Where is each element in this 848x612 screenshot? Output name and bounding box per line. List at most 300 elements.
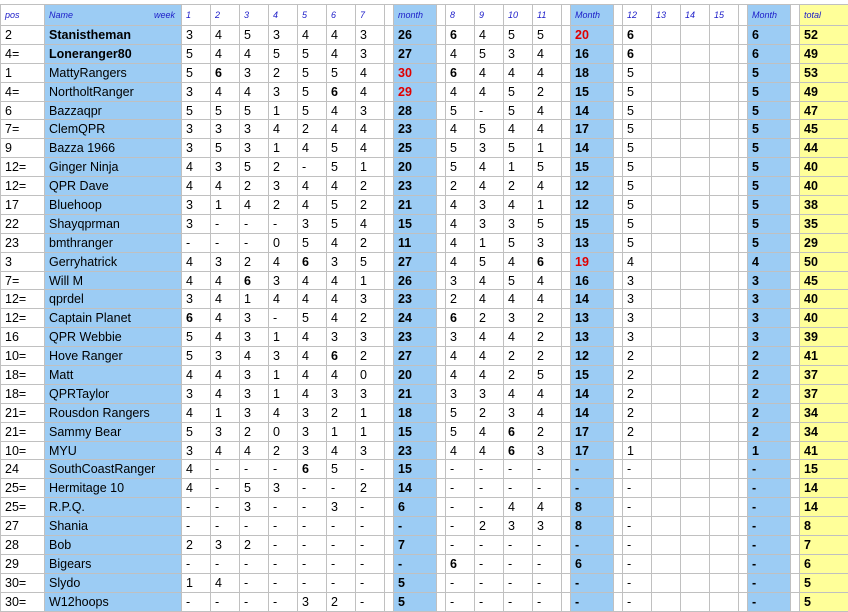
name-cell: Matt — [45, 366, 181, 384]
gap-cell — [791, 234, 799, 252]
week-8-cell: 5 — [446, 102, 474, 120]
gap-cell — [562, 574, 570, 592]
month-3-cell: 6 — [748, 26, 790, 44]
week-7-cell: 2 — [356, 196, 384, 214]
gap-cell — [791, 139, 799, 157]
pos-cell: 21= — [1, 423, 44, 441]
month-2-cell: 17 — [571, 423, 613, 441]
pos-cell: 7= — [1, 120, 44, 138]
gap-cell — [385, 404, 393, 422]
week-10-cell: 4 — [504, 290, 532, 308]
month-1-cell: 26 — [394, 272, 436, 290]
week-13-cell — [652, 272, 680, 290]
week-2-cell: 4 — [211, 385, 239, 403]
week-8-cell: 6 — [446, 26, 474, 44]
week-13-cell — [652, 234, 680, 252]
table-body — [1, 26, 848, 611]
table-row — [1, 290, 848, 308]
week-4-cell: - — [269, 574, 297, 592]
month-2-cell: - — [571, 460, 613, 478]
gap-cell — [739, 442, 747, 460]
month-2-cell: 16 — [571, 45, 613, 63]
month-3-cell: - — [748, 479, 790, 497]
week-6-cell: 4 — [327, 309, 355, 327]
total-cell: 37 — [800, 385, 848, 403]
month-2-cell: 14 — [571, 385, 613, 403]
week-7-cell: 2 — [356, 177, 384, 195]
gap-cell — [437, 517, 445, 535]
week-12-cell: - — [623, 593, 651, 611]
gap-cell — [614, 215, 622, 233]
pos-cell: 4= — [1, 45, 44, 63]
week-7-cell: - — [356, 517, 384, 535]
week-5-cell: 6 — [298, 253, 326, 271]
month-3-cell: 5 — [748, 83, 790, 101]
gap-cell — [791, 215, 799, 233]
week-8-cell: 4 — [446, 442, 474, 460]
gap-cell — [614, 574, 622, 592]
month-3-cell: 2 — [748, 347, 790, 365]
gap-cell — [437, 120, 445, 138]
total-cell: 14 — [800, 479, 848, 497]
week-15-cell — [710, 347, 738, 365]
week-3-cell: 3 — [240, 309, 268, 327]
week-2-cell: - — [211, 215, 239, 233]
week-12-cell: 5 — [623, 83, 651, 101]
week-8-cell: - — [446, 479, 474, 497]
month-1-cell: - — [394, 555, 436, 573]
total-cell: 45 — [800, 120, 848, 138]
week-10-cell: - — [504, 536, 532, 554]
week-1-cell: 4 — [182, 460, 210, 478]
week-9-cell: 2 — [475, 404, 503, 422]
week-8-cell: 5 — [446, 139, 474, 157]
week-5-cell: 4 — [298, 139, 326, 157]
week-11-cell: 1 — [533, 196, 561, 214]
week-4-cell: - — [269, 309, 297, 327]
table-row — [1, 139, 848, 157]
month-1-cell: 15 — [394, 423, 436, 441]
week-8-cell: - — [446, 593, 474, 611]
week-4-cell: 1 — [269, 366, 297, 384]
week-5-cell: - — [298, 555, 326, 573]
week-8-cell: 4 — [446, 120, 474, 138]
name-cell: Captain Planet — [45, 309, 181, 327]
week-10-cell: 4 — [504, 120, 532, 138]
week-11-cell: 4 — [533, 177, 561, 195]
week-4-cell: 2 — [269, 196, 297, 214]
gap-cell — [791, 328, 799, 346]
table-row — [1, 215, 848, 233]
week-9-cell: 4 — [475, 272, 503, 290]
header-week-12: 12 — [623, 5, 651, 25]
gap-cell — [437, 158, 445, 176]
total-cell: 39 — [800, 328, 848, 346]
gap-cell — [437, 574, 445, 592]
gap-cell — [562, 347, 570, 365]
week-4-cell: 1 — [269, 328, 297, 346]
week-6-cell: 2 — [327, 404, 355, 422]
week-6-cell: 5 — [327, 139, 355, 157]
week-8-cell: 3 — [446, 328, 474, 346]
week-7-cell: 3 — [356, 26, 384, 44]
header-week-10: 10 — [504, 5, 532, 25]
gap-cell — [437, 423, 445, 441]
week-7-cell: 2 — [356, 309, 384, 327]
header-pos: pos — [1, 5, 44, 25]
gap-cell — [739, 309, 747, 327]
week-7-cell: 2 — [356, 479, 384, 497]
week-12-cell: 5 — [623, 120, 651, 138]
month-1-cell: 30 — [394, 64, 436, 82]
week-11-cell: 4 — [533, 120, 561, 138]
gap-cell — [385, 479, 393, 497]
week-12-cell: 4 — [623, 253, 651, 271]
week-12-cell: 3 — [623, 290, 651, 308]
week-12-cell: 2 — [623, 366, 651, 384]
month-2-cell: - — [571, 479, 613, 497]
gap-cell — [385, 253, 393, 271]
name-cell: Bazzaqpr — [45, 102, 181, 120]
week-1-cell: 5 — [182, 347, 210, 365]
gap-cell — [614, 347, 622, 365]
name-cell: Bigears — [45, 555, 181, 573]
week-10-cell: - — [504, 593, 532, 611]
week-7-cell: 2 — [356, 347, 384, 365]
gap-cell — [614, 83, 622, 101]
week-5-cell: 4 — [298, 177, 326, 195]
gap-cell — [437, 5, 445, 25]
total-cell: 49 — [800, 83, 848, 101]
gap-cell — [385, 366, 393, 384]
week-6-cell: 3 — [327, 385, 355, 403]
table-row — [1, 328, 848, 346]
gap-cell — [791, 196, 799, 214]
gap-cell — [562, 536, 570, 554]
week-14-cell — [681, 102, 709, 120]
total-cell: 34 — [800, 423, 848, 441]
gap-cell — [562, 26, 570, 44]
month-1-cell: 27 — [394, 45, 436, 63]
table-row — [1, 45, 848, 63]
week-11-cell: 4 — [533, 385, 561, 403]
week-3-cell: 3 — [240, 139, 268, 157]
gap-cell — [385, 574, 393, 592]
gap-cell — [562, 120, 570, 138]
name-cell: Bazza 1966 — [45, 139, 181, 157]
month-3-cell: - — [748, 517, 790, 535]
gap-cell — [385, 423, 393, 441]
week-4-cell: - — [269, 215, 297, 233]
week-10-cell: 4 — [504, 64, 532, 82]
name-cell: R.P.Q. — [45, 498, 181, 516]
week-4-cell: - — [269, 460, 297, 478]
gap-cell — [739, 120, 747, 138]
gap-cell — [385, 215, 393, 233]
total-cell: 40 — [800, 158, 848, 176]
gap-cell — [614, 366, 622, 384]
week-11-cell: 2 — [533, 347, 561, 365]
month-2-cell: 15 — [571, 83, 613, 101]
week-6-cell: 6 — [327, 83, 355, 101]
month-2-cell: 14 — [571, 102, 613, 120]
header-name — [45, 5, 181, 25]
header-week-7: 7 — [356, 5, 384, 25]
week-5-cell: 3 — [298, 215, 326, 233]
gap-cell — [791, 177, 799, 195]
pos-cell: 30= — [1, 574, 44, 592]
gap-cell — [791, 423, 799, 441]
gap-cell — [739, 555, 747, 573]
month-2-cell: 12 — [571, 177, 613, 195]
week-10-cell: 5 — [504, 272, 532, 290]
gap-cell — [614, 442, 622, 460]
week-14-cell — [681, 215, 709, 233]
gap-cell — [385, 177, 393, 195]
week-6-cell: 5 — [327, 158, 355, 176]
gap-cell — [739, 347, 747, 365]
week-11-cell: 2 — [533, 328, 561, 346]
week-7-cell: 4 — [356, 83, 384, 101]
gap-cell — [562, 158, 570, 176]
header-name-label: Name — [49, 10, 74, 20]
gap-cell — [791, 272, 799, 290]
week-9-cell: 4 — [475, 423, 503, 441]
gap-cell — [739, 234, 747, 252]
total-cell: 15 — [800, 460, 848, 478]
week-1-cell: 4 — [182, 404, 210, 422]
week-10-cell: - — [504, 574, 532, 592]
total-cell: 47 — [800, 102, 848, 120]
gap-cell — [562, 404, 570, 422]
name-cell: NortholtRanger — [45, 83, 181, 101]
gap-cell — [614, 309, 622, 327]
week-15-cell — [710, 158, 738, 176]
name-cell: Bluehoop — [45, 196, 181, 214]
gap-cell — [385, 593, 393, 611]
gap-cell — [437, 593, 445, 611]
gap-cell — [437, 290, 445, 308]
gap-cell — [562, 555, 570, 573]
week-13-cell — [652, 177, 680, 195]
week-15-cell — [710, 45, 738, 63]
week-8-cell: - — [446, 574, 474, 592]
month-3-cell: 5 — [748, 234, 790, 252]
month-3-cell: 5 — [748, 120, 790, 138]
week-11-cell: - — [533, 479, 561, 497]
week-13-cell — [652, 120, 680, 138]
week-5-cell: - — [298, 498, 326, 516]
gap-cell — [614, 120, 622, 138]
week-11-cell: 3 — [533, 517, 561, 535]
week-11-cell: 5 — [533, 158, 561, 176]
week-13-cell — [652, 517, 680, 535]
week-1-cell: 4 — [182, 479, 210, 497]
month-2-cell: 17 — [571, 442, 613, 460]
week-10-cell: 2 — [504, 347, 532, 365]
week-12-cell: 5 — [623, 234, 651, 252]
week-7-cell: 3 — [356, 290, 384, 308]
gap-cell — [614, 385, 622, 403]
week-5-cell: 3 — [298, 442, 326, 460]
week-5-cell: 4 — [298, 347, 326, 365]
gap-cell — [385, 64, 393, 82]
week-13-cell — [652, 366, 680, 384]
week-8-cell: 6 — [446, 555, 474, 573]
total-cell: 8 — [800, 517, 848, 535]
week-12-cell: 5 — [623, 196, 651, 214]
week-8-cell: 5 — [446, 423, 474, 441]
gap-cell — [614, 45, 622, 63]
week-9-cell: 3 — [475, 215, 503, 233]
gap-cell — [739, 102, 747, 120]
week-4-cell: 3 — [269, 177, 297, 195]
gap-cell — [562, 385, 570, 403]
week-6-cell: 4 — [327, 45, 355, 63]
month-1-cell: 20 — [394, 158, 436, 176]
week-15-cell — [710, 423, 738, 441]
gap-cell — [614, 5, 622, 25]
gap-cell — [614, 423, 622, 441]
total-cell: 7 — [800, 536, 848, 554]
week-6-cell: 3 — [327, 498, 355, 516]
week-12-cell: 5 — [623, 215, 651, 233]
name-cell: qprdel — [45, 290, 181, 308]
week-7-cell: 3 — [356, 328, 384, 346]
month-3-cell: - — [748, 498, 790, 516]
week-15-cell — [710, 26, 738, 44]
month-3-cell: 5 — [748, 196, 790, 214]
table-row — [1, 26, 848, 44]
gap-cell — [437, 328, 445, 346]
week-7-cell: 1 — [356, 404, 384, 422]
week-15-cell — [710, 555, 738, 573]
week-8-cell: 5 — [446, 404, 474, 422]
month-1-cell: 15 — [394, 215, 436, 233]
table-row — [1, 64, 848, 82]
gap-cell — [739, 5, 747, 25]
week-14-cell — [681, 196, 709, 214]
month-2-cell: 18 — [571, 64, 613, 82]
gap-cell — [791, 498, 799, 516]
month-2-cell: 19 — [571, 253, 613, 271]
week-13-cell — [652, 83, 680, 101]
week-1-cell: 3 — [182, 83, 210, 101]
week-14-cell — [681, 253, 709, 271]
week-1-cell: - — [182, 234, 210, 252]
gap-cell — [791, 536, 799, 554]
gap-cell — [385, 139, 393, 157]
month-1-cell: 15 — [394, 460, 436, 478]
week-7-cell: - — [356, 460, 384, 478]
week-3-cell: 2 — [240, 177, 268, 195]
month-1-cell: 23 — [394, 442, 436, 460]
week-1-cell: 3 — [182, 120, 210, 138]
week-9-cell: 4 — [475, 347, 503, 365]
gap-cell — [437, 26, 445, 44]
pos-cell: 22 — [1, 215, 44, 233]
header-week-13: 13 — [652, 5, 680, 25]
header-week-6: 6 — [327, 5, 355, 25]
month-3-cell: 2 — [748, 385, 790, 403]
week-1-cell: 4 — [182, 272, 210, 290]
week-7-cell: 2 — [356, 234, 384, 252]
week-2-cell: - — [211, 517, 239, 535]
month-3-cell: 5 — [748, 177, 790, 195]
gap-cell — [562, 460, 570, 478]
gap-cell — [791, 253, 799, 271]
week-5-cell: 4 — [298, 328, 326, 346]
week-12-cell: 2 — [623, 404, 651, 422]
week-12-cell: - — [623, 498, 651, 516]
week-15-cell — [710, 442, 738, 460]
week-4-cell: 2 — [269, 64, 297, 82]
week-4-cell: 4 — [269, 404, 297, 422]
week-15-cell — [710, 309, 738, 327]
week-15-cell — [710, 593, 738, 611]
gap-cell — [437, 555, 445, 573]
gap-cell — [614, 158, 622, 176]
week-9-cell: - — [475, 536, 503, 554]
gap-cell — [562, 517, 570, 535]
week-6-cell: - — [327, 555, 355, 573]
gap-cell — [614, 328, 622, 346]
week-12-cell: 2 — [623, 423, 651, 441]
week-3-cell: - — [240, 460, 268, 478]
table-row — [1, 460, 848, 478]
gap-cell — [614, 234, 622, 252]
week-1-cell: 3 — [182, 139, 210, 157]
week-12-cell: 3 — [623, 272, 651, 290]
gap-cell — [614, 177, 622, 195]
week-2-cell: 1 — [211, 196, 239, 214]
month-1-cell: 11 — [394, 234, 436, 252]
week-12-cell: - — [623, 517, 651, 535]
gap-cell — [562, 196, 570, 214]
name-cell: SouthCoastRanger — [45, 460, 181, 478]
week-8-cell: 3 — [446, 272, 474, 290]
gap-cell — [437, 102, 445, 120]
gap-cell — [437, 196, 445, 214]
month-2-cell: 14 — [571, 404, 613, 422]
week-15-cell — [710, 215, 738, 233]
total-cell: 40 — [800, 290, 848, 308]
month-3-cell: 5 — [748, 102, 790, 120]
pos-cell: 16 — [1, 328, 44, 346]
week-2-cell: - — [211, 593, 239, 611]
gap-cell — [437, 536, 445, 554]
table-row — [1, 102, 848, 120]
table-row — [1, 479, 848, 497]
header-month-3: Month — [748, 5, 790, 25]
week-1-cell: 3 — [182, 290, 210, 308]
gap-cell — [739, 139, 747, 157]
header-total: total — [800, 5, 848, 25]
week-13-cell — [652, 593, 680, 611]
week-12-cell: - — [623, 460, 651, 478]
week-7-cell: 1 — [356, 423, 384, 441]
week-12-cell: 6 — [623, 26, 651, 44]
gap-cell — [385, 45, 393, 63]
week-7-cell: 5 — [356, 253, 384, 271]
week-6-cell: 2 — [327, 593, 355, 611]
month-2-cell: 15 — [571, 215, 613, 233]
week-9-cell: 4 — [475, 442, 503, 460]
week-9-cell: - — [475, 593, 503, 611]
pos-cell: 12= — [1, 290, 44, 308]
gap-cell — [739, 517, 747, 535]
week-9-cell: 3 — [475, 139, 503, 157]
